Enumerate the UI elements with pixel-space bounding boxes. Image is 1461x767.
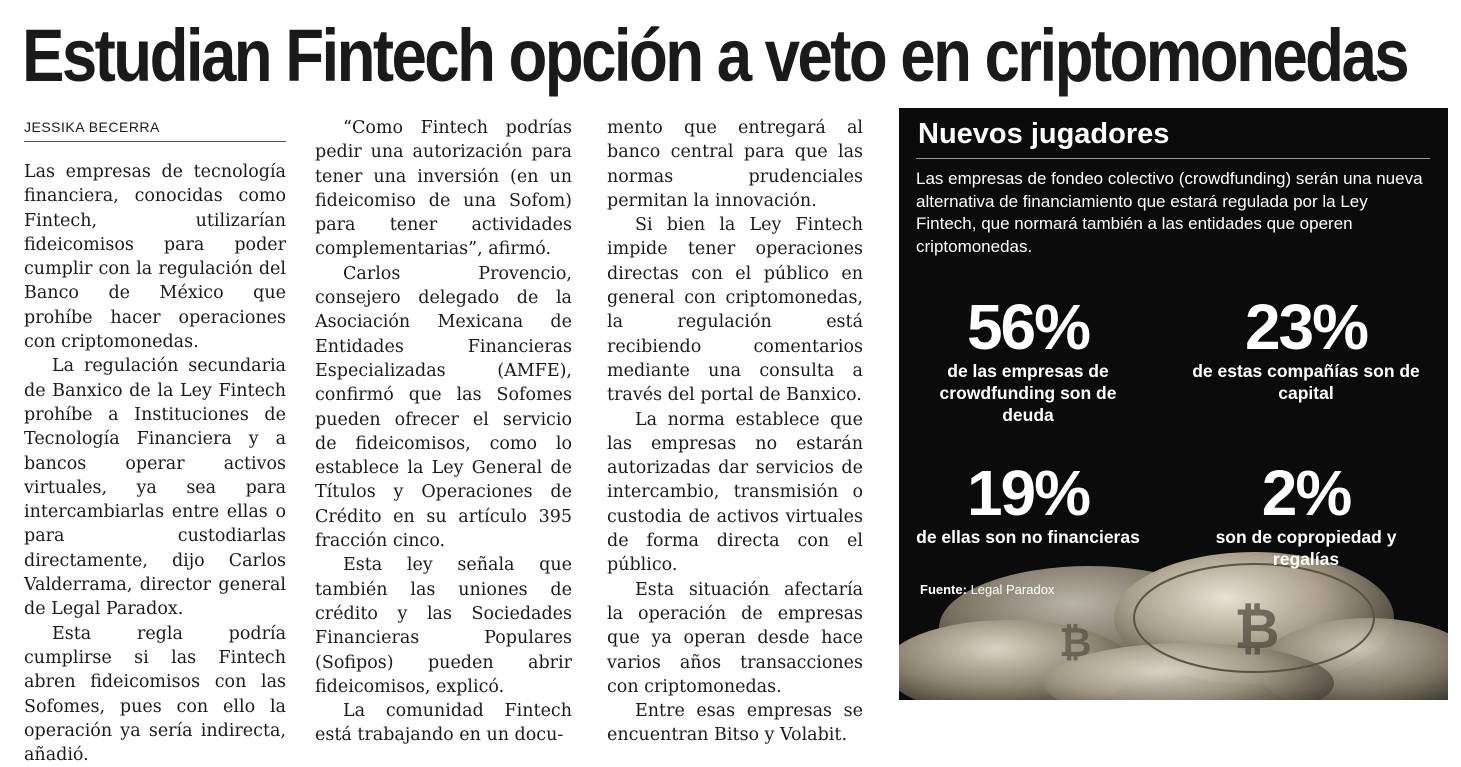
stat-description: de las empresas de crowdfunding son de deuda <box>939 361 1117 425</box>
article-column-2 <box>315 116 572 748</box>
stat-description: son de copropiedad y regalías <box>1215 527 1397 569</box>
paragraph: Esta ley señala que también las uniones de crédito y las Sociedades Financieras Populares (Sofipos) pueden abrir fideicomisos, explicó. <box>315 555 572 697</box>
paragraph: mento que entregará al banco central para que las normas prudenciales permitan la innovación. <box>607 118 863 211</box>
paragraph: Esta situación afectaría la operación de empresas que ya operan desde hace varios años transacciones con criptomonedas. <box>607 579 863 697</box>
paragraph: Carlos Provencio, consejero delegado de la Asociación Mexicana de Entidades Financieras Especializadas (AMFE), confirmó que las Sofomes pueden ofrecer el servicio de fideicomisos, como lo establece la Ley General de Títulos y Operaciones de Crédito en su artículo 395 fracción cinco. <box>315 263 572 552</box>
stat-value: 19% <box>966 457 1090 529</box>
stat-value: 2% <box>1261 457 1351 529</box>
headline: Estudian Fintech opción a veto en criptomonedas <box>22 14 1408 97</box>
byline: JESSIKA BECERRA <box>24 119 286 142</box>
paragraph: Las empresas de tecnología financiera, conocidas como Fintech, utilizarían fideicomisos para poder cumplir con la regulación del Banco de México que prohíbe hacer operaciones con criptomonedas. <box>24 162 286 353</box>
divider <box>916 158 1430 159</box>
source-note <box>920 582 1054 597</box>
stat-item <box>1191 291 1421 404</box>
stat-description: de ellas son no financieras <box>916 527 1140 547</box>
infobox-nuevos-jugadores <box>899 108 1448 700</box>
stat-value: 23% <box>1244 291 1368 363</box>
svg-text:₿: ₿ <box>1059 620 1092 666</box>
paragraph: La comunidad Fintech está trabajando en un docu- <box>315 701 572 746</box>
paragraph: Esta regla podría cumplirse si las Fintech abren fideicomisos con las Sofomes, pues con ello la operación ya sería indirecta, añadió. <box>24 623 286 766</box>
paragraph: “Como Fintech podrías pedir una autorización para tener una inversión (en un fideicomiso de una Sofom) para tener actividades complementarias”, afirmó. <box>315 118 572 260</box>
source-label: Fuente: <box>920 582 967 597</box>
paragraph: La regulación secundaria de Banxico de la Ley Fintech prohíbe a Instituciones de Tecnología Financiera y a bancos operar activos virtuales, ya sea para intercambiarlas entre ellas o para custodiarlas directamente, dijo Carlos Valderrama, director general de Legal Paradox. <box>24 356 286 620</box>
infobox-title: Nuevos jugadores <box>918 118 1170 150</box>
paragraph: La norma establece que las empresas no estarán autorizadas dar servicios de intercambio, transmisión o custodia de activos virtuales de forma directa con el público. <box>607 409 863 576</box>
article-column-3 <box>607 116 863 748</box>
paragraph: Entre esas empresas se encuentran Bitso y Volabit. <box>607 701 863 746</box>
stat-value: 56% <box>966 291 1090 363</box>
paragraph: Si bien la Ley Fintech impide tener operaciones directas con el público en general con criptomonedas, la regulación está recibiendo comentarios mediante una consulta a través del portal de Banxico. <box>607 215 863 406</box>
svg-text:₿: ₿ <box>1234 597 1280 662</box>
infobox-intro: Las empresas de fondeo colectivo (crowdfunding) serán una nueva alternativa de financiamiento que estará regulada por la Ley Fintech, que normará también a las entidades que operen criptomonedas. <box>916 169 1423 256</box>
stat-item <box>1191 457 1421 570</box>
stat-description: de estas compañías son de capital <box>1192 361 1420 403</box>
source-value: Legal Paradox <box>970 582 1055 597</box>
article-column-1 <box>24 160 286 767</box>
stat-item <box>913 457 1143 548</box>
stat-item <box>913 291 1143 426</box>
